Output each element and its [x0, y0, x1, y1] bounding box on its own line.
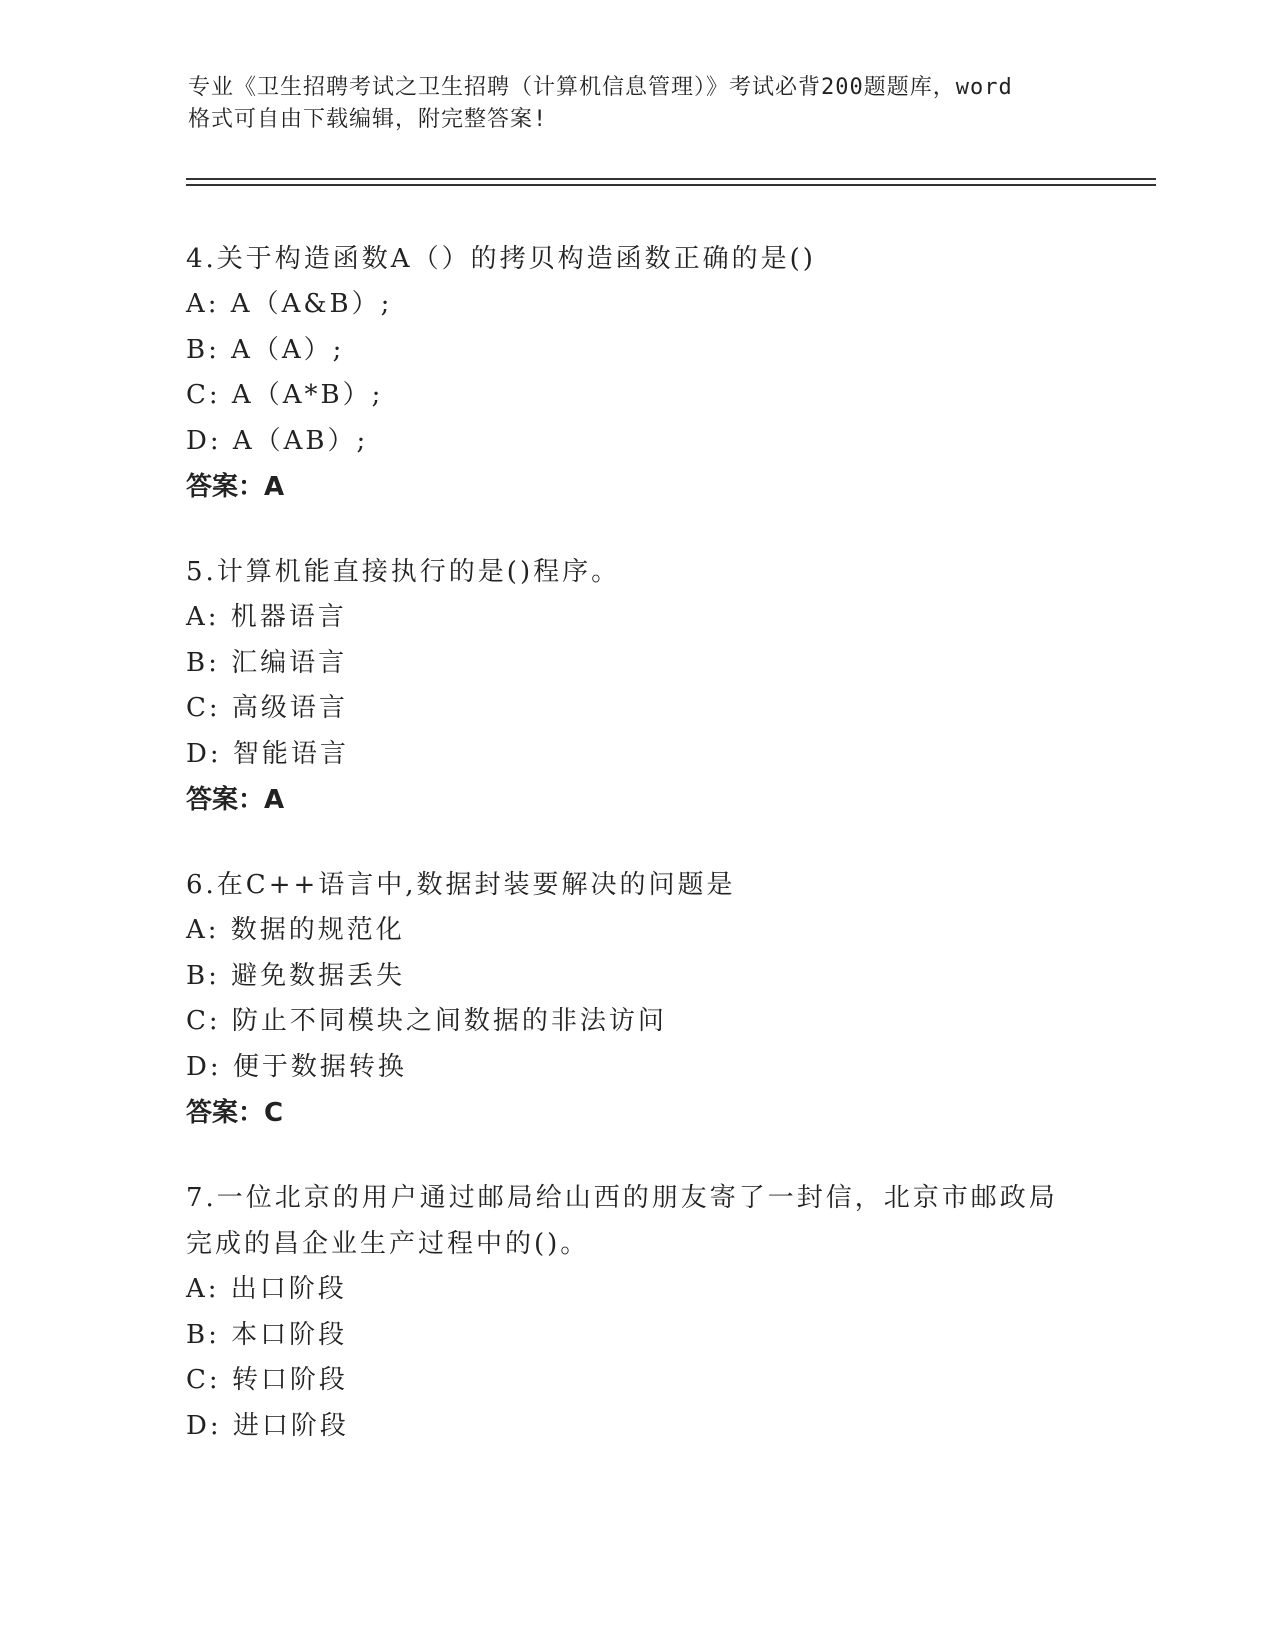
answer: 答案：A [186, 472, 285, 502]
option-c: C: 防止不同模块之间数据的非法访问 [186, 1006, 667, 1036]
question-text: 5.计算机能直接执行的是()程序。 [186, 557, 621, 587]
option-c: C: A（A*B）; [186, 380, 384, 410]
option-b: B: A（A）; [186, 334, 345, 365]
option-d: D: 便于数据转换 [186, 1051, 407, 1082]
option-d: D: 智能语言 [186, 738, 349, 769]
document-header [188, 72, 1088, 136]
option-b: B: 避免数据丢失 [186, 960, 406, 991]
question-5 [186, 549, 1186, 823]
question-text: 7.一位北京的用户通过邮局给山西的朋友寄了一封信，北京市邮政局 [186, 1183, 1058, 1213]
option-a: A: 数据的规范化 [186, 915, 405, 945]
question-4 [186, 236, 1186, 510]
option-a: A: A（A&B）; [186, 289, 393, 319]
option-b: B: 本口阶段 [186, 1319, 348, 1350]
option-a: A: 机器语言 [186, 602, 347, 632]
option-a: A: 出口阶段 [186, 1274, 347, 1304]
answer: 答案：C [186, 1098, 284, 1128]
answer: 答案：A [186, 785, 285, 815]
header-line-2: 格式可自由下载编辑，附完整答案! [188, 107, 548, 132]
question-text: 6.在C++语言中,数据封装要解决的问题是 [186, 870, 736, 900]
header-divider-top [186, 178, 1156, 180]
header-line-1: 专业《卫生招聘考试之卫生招聘（计算机信息管理）》考试必背200题题库，word [188, 75, 1013, 100]
question-6 [186, 862, 1186, 1136]
question-text-continued: 完成的昌企业生产过程中的()。 [186, 1229, 590, 1259]
option-b: B: 汇编语言 [186, 647, 348, 678]
question-list [186, 236, 1186, 1488]
question-7 [186, 1175, 1186, 1449]
header-divider-bottom [186, 184, 1156, 186]
option-d: D: A（AB）; [186, 425, 369, 456]
question-text: 4.关于构造函数A（）的拷贝构造函数正确的是() [186, 244, 816, 274]
option-c: C: 高级语言 [186, 693, 348, 723]
option-d: D: 进口阶段 [186, 1410, 349, 1441]
option-c: C: 转口阶段 [186, 1365, 348, 1395]
